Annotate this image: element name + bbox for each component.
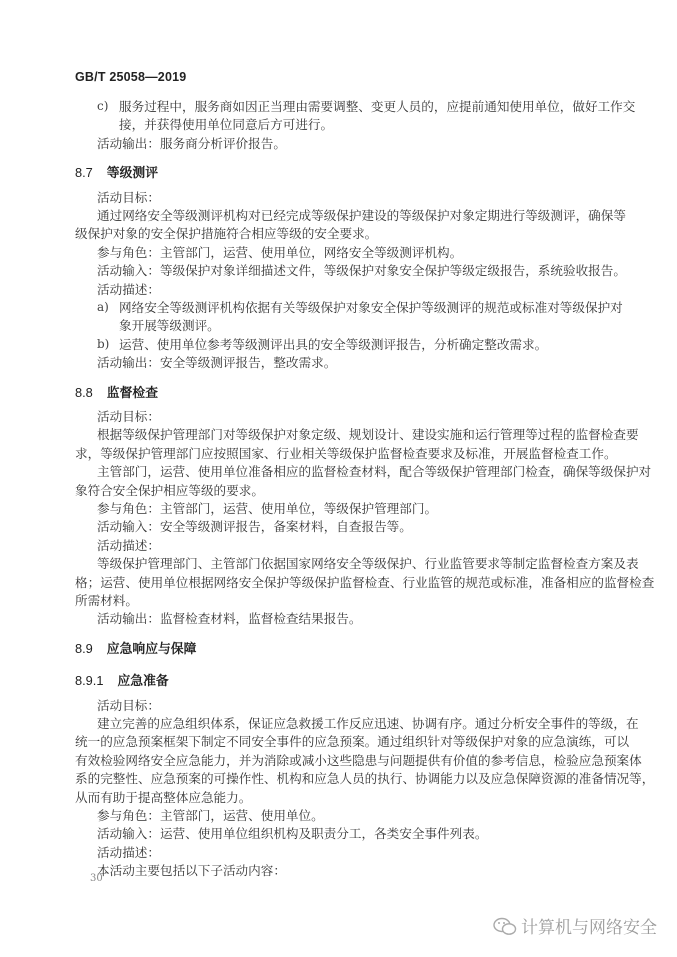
paragraph-line: 从而有助于提高整体应急能力。	[75, 789, 252, 805]
paragraph-line: 所需材料。	[75, 593, 138, 608]
section-heading	[75, 162, 158, 181]
list-marker: a)	[97, 300, 109, 314]
paragraph-line: 级保护对象的安全保护措施符合相应等级的安全要求。	[75, 226, 378, 242]
paragraph-line: 参与角色：主管部门，运营、使用单位，等级保护管理部门。	[97, 501, 438, 516]
list-item-line: 服务过程中，服务商如因正当理由需要调整、变更人员的，应提前通知使用单位，做好工作交	[119, 99, 636, 114]
section-title: 应急响应与保障	[106, 641, 197, 657]
list-item-line: 网络安全等级测评机构依据有关等级保护对象安全保护等级测评的规范或标准对等级保护对	[119, 300, 623, 315]
watermark-text: 计算机与网络安全	[521, 918, 657, 938]
paragraph-line: 活动描述：	[97, 537, 160, 553]
paragraph-line: 活动目标：	[97, 409, 160, 424]
wechat-icon	[493, 917, 517, 937]
paragraph-line: 活动输入：安全等级测评报告，备案材料，自查报告等。	[97, 519, 412, 535]
section-number: 8.8	[75, 384, 93, 400]
page-number: 30	[90, 873, 103, 884]
paragraph-line: 根据等级保护管理部门对等级保护对象定级、规划设计、建设实施和运行管理等过程的监督检查要	[97, 427, 639, 443]
section-title: 应急准备	[117, 674, 169, 690]
list-marker: c)	[97, 99, 109, 113]
section-heading	[75, 670, 169, 689]
list-item-line: 象开展等级测评。	[119, 318, 220, 334]
watermark	[493, 913, 657, 938]
paragraph-line: 活动描述：	[97, 281, 160, 297]
paragraph-line: 活动输出：服务商分析评价报告。	[97, 135, 286, 151]
paragraph-line: 本活动主要包括以下子活动内容：	[97, 863, 286, 879]
paragraph-line: 活动输出：安全等级测评报告，整改需求。	[97, 355, 337, 371]
section-number: 8.9	[75, 640, 93, 656]
section-title: 等级测评	[106, 166, 158, 182]
paragraph-line: 有效检验网络安全应急能力，并为消除或减小这些隐患与问题提供有价值的参考信息，检验应急预案体	[75, 752, 642, 768]
paragraph-line: 求，等级保护管理部门应按照国家、行业相关等级保护监督检查要求及标准，开展监督检查工作。	[75, 445, 617, 461]
paragraph-line: 系的完整性、应急预案的可操作性、机构和应急人员的执行、协调能力以及应急保障资源的准备情况等，	[75, 771, 655, 787]
section-heading	[75, 382, 158, 401]
list-item-line: 运营、使用单位参考等级测评出具的安全等级测评报告，分析确定整改需求。	[119, 336, 548, 352]
paragraph-line: 活动目标：	[97, 189, 160, 205]
paragraph-line: 活动输入：运营、使用单位组织机构及职责分工，各类安全事件列表。	[97, 826, 488, 842]
paragraph-line: 主管部门，运营、使用单位准备相应的监督检查材料，配合等级保护管理部门检查，确保等级保护对	[97, 464, 652, 480]
paragraph-line: 等级保护管理部门、主管部门依据国家网络安全等级保护、行业监管要求等制定监督检查方案及表	[97, 556, 639, 572]
paragraph-line: 参与角色：主管部门，运营、使用单位。	[97, 808, 324, 823]
standard-number: GB/T 25058—2019	[75, 70, 187, 84]
paragraph-line: 活动输出：监督检查材料，监督检查结果报告。	[97, 611, 362, 627]
paragraph-line: 活动输入：等级保护对象详细描述文件，等级保护对象安全保护等级定级报告，系统验收报告。	[97, 263, 626, 279]
section-number: 8.9.1	[75, 673, 104, 689]
section-heading	[75, 638, 196, 657]
paragraph-line: 活动描述：	[97, 844, 160, 860]
paragraph-line: 通过网络安全等级测评机构对已经完成等级保护建设的等级保护对象定期进行等级测评，确保等	[97, 208, 626, 223]
paragraph-line: 象符合安全保护相应等级的要求。	[75, 482, 264, 498]
section-number: 8.7	[75, 165, 93, 181]
section-title: 监督检查	[106, 385, 158, 401]
paragraph-line: 参与角色：主管部门，运营、使用单位，网络安全等级测评机构。	[97, 244, 463, 260]
list-item-line: 接，并获得使用单位同意后方可进行。	[119, 117, 334, 133]
paragraph-line: 建立完善的应急组织体系，保证应急救援工作反应迅速、协调有序。通过分析安全事件的等级，在	[97, 716, 639, 731]
list-marker: b)	[97, 336, 110, 351]
paragraph-line: 统一的应急预案框架下制定不同安全事件的应急预案。通过组织针对等级保护对象的应急演练，可以	[75, 734, 630, 750]
paragraph-line: 活动目标：	[97, 697, 160, 713]
paragraph-line: 格；运营、使用单位根据网络安全保护等级保护监督检查、行业监管的规范或标准，准备相应的监督检查	[75, 574, 655, 590]
